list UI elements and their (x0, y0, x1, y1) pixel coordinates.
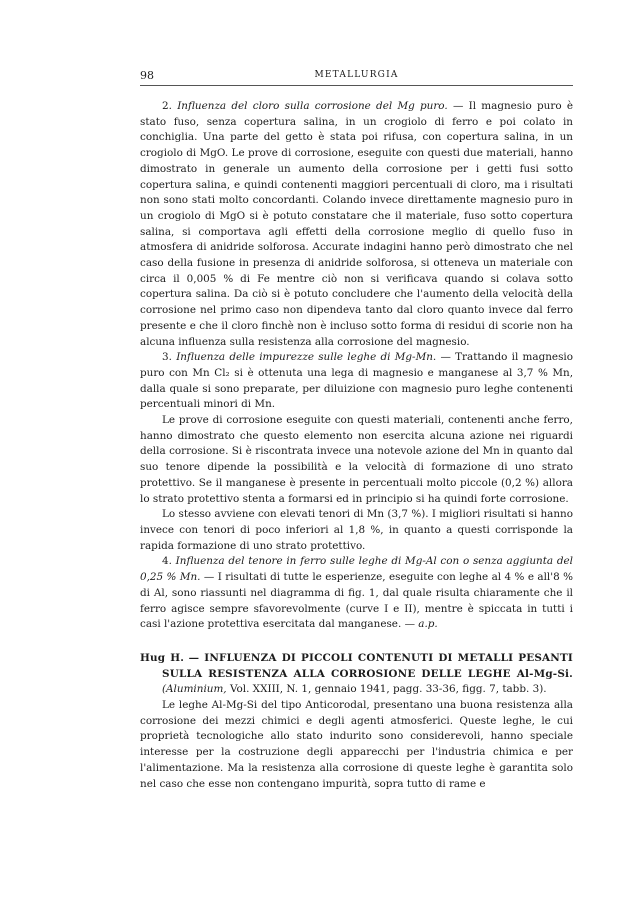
article-citation: Vol. XXIII, N. 1, gennaio 1941, pagg. 33-36, figg. 7, tabb. 3). (229, 683, 547, 696)
article-title: — INFLUENZA DI PICCOLI CONTENUTI DI METALLI PESANTI SULLA RESISTENZA ALLA CORROSIONE DELLE LEGHE Al-Mg-Si. (162, 651, 573, 680)
page-header (140, 69, 573, 86)
section-3-paragraph-3: Lo stesso avviene con elevati tenori di Mn (3,7 %). I migliori risultati si hanno invece con tenori di poco inferiori al 1,8 %, in quanto a questi corrisponde la rapida formazione di uno strato protettivo. (140, 508, 573, 552)
body-text (140, 99, 573, 792)
section-title: Influenza delle impurezze sulle leghe di Mg-Mn. (176, 351, 437, 364)
section-4-paragraph (140, 554, 573, 633)
running-title: METALLURGIA (314, 70, 399, 80)
section-number: 2. (162, 100, 172, 112)
section-text: — Trattando il magnesio puro con Mn Cl₂ si è ottenuta una lega di magnesio e manganese al 3,7 % Mn, dalla quale si sono preparate, per diluizione con magnesio puro leghe contenenti percentuali minori di Mn. (140, 351, 573, 411)
section-title: Influenza del tenore in ferro sulle leghe di Mg-Al con o senza aggiunta del 0,25 % Mn. (140, 555, 573, 584)
section-text: — Il magnesio puro è stato fuso, senza copertura salina, in un crogiolo di ferro e poi colato in conchiglia. Una parte del getto è stata poi rifusa, con copertura salina, in un crogiolo di MgO. Le prove di corrosione, eseguite con questi due materiali, hanno dimostrato in generale un aumento della corrosione per i getti fusi sotto copertura salina, e quindi contenenti maggiori percentuali di cloro, ma i risultati non sono stati molto concordanti. Colando invece direttamente magnesio puro in un crogiolo di MgO si è potuto constatare che il materiale, fuso sotto copertura salina, si comportava agli effetti della corrosione meglio di quello fuso in atmosfera di anidride solforosa. Accurate indagini hanno però dimostrato che nel caso della fusione in presenza di anidride solforosa, si otteneva un materiale con circa il 0,005 % di Fe mentre ciò non si verificava quando si colava sotto copertura salina. Da ciò si è potuto concludere che l'aumento della velocità della corrosione nel primo caso non dipendeva tanto dal cloro quanto invece dal ferro presente e che il cloro finchè non è incluso sotto forma di residui di scorie non ha alcuna influenza sulla resistenza alla corrosione del magnesio. (140, 100, 573, 348)
section-3-paragraph-2: Le prove di corrosione eseguite con questi materiali, contenenti anche ferro, hanno dimostrato che questo elemento non esercita alcuna azione nei riguardi della corrosione. Si è riscontrata invece una notevole azione del Mn in quanto dal suo tenore dipende la possibilità e la velocità di formazione di uno strato protettivo. Se il manganese è presente in percentuali molto piccole (0,2 %) allora lo strato protettivo stenta a formarsi ed in principio si ha quindi forte corrosione. (140, 414, 573, 505)
journal-name: (Aluminium, (162, 683, 227, 696)
section-title: Influenza del cloro sulla corrosione del Mg puro. (177, 100, 448, 112)
section-2-paragraph (140, 99, 573, 350)
section-text: — I risultati di tutte le esperienze, eseguite con leghe al 4 % e all'8 % di Al, sono riassunti nel diagramma di fig. 1, dal quale risulta chiaramente che il ferro agisce sempre sfavorevolmente (curve I e II), mentre è spiccata in tutti i casi l'azione protettiva esercitata dal manganese. (140, 571, 573, 631)
section-number: 3. (162, 351, 172, 364)
section-number: 4. (162, 555, 172, 568)
article-heading (140, 651, 573, 698)
page-number: 98 (140, 69, 154, 82)
section-3-paragraph (140, 350, 573, 413)
article-body: Le leghe Al-Mg-Si del tipo Anticorodal, presentano una buona resistenza alla corrosione dei mezzi chimici e degli agenti atmosferici. Queste leghe, le cui proprietà tecnologiche allo stato indurito sono considerevoli, hanno speciale interesse per la costruzione degli apparecchi per l'industria chimica e per l'alimentazione. Ma la resistenza alla corrosione di queste leghe è garantita solo nel caso che esse non contengano impurità, sopra tutto di rame e (140, 699, 573, 790)
article-author: Hug H. (140, 651, 185, 664)
author-signature: — a.p. (404, 618, 438, 631)
